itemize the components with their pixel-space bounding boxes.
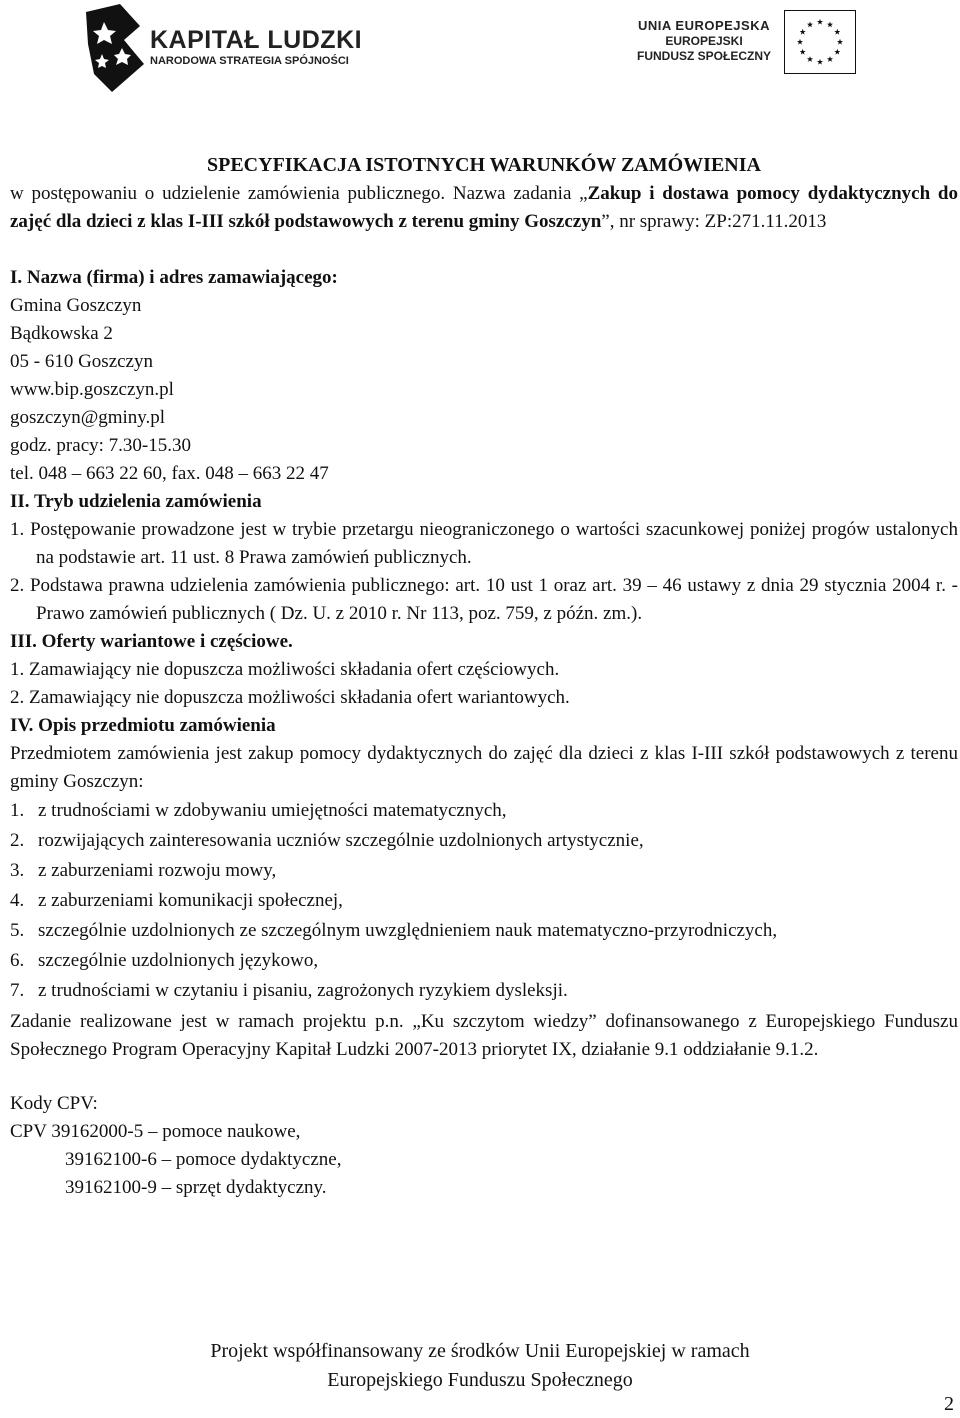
footer-line-1: Projekt współfinansowany ze środków Unii Europejskiej w ramach (210, 1340, 750, 1362)
list-text: rozwijających zainteresowania uczniów szczególnie uzdolnionych artystycznie, (38, 830, 644, 851)
kapital-ludzki-subtitle: NARODOWA STRATEGIA SPÓJNOŚCI (150, 55, 349, 67)
eu-logo-line3: FUNDUSZ SPOŁECZNY (636, 49, 771, 63)
footer-line-2: Europejskiego Funduszu Społecznego (327, 1369, 633, 1391)
address-line: tel. 048 – 663 22 60, fax. 048 – 663 22 47 (10, 463, 329, 484)
section-4-heading: IV. Opis przedmiotu zamówienia (10, 715, 276, 736)
intro-paragraph (10, 180, 958, 236)
section-4-intro: Przedmiotem zamówienia jest zakup pomocy dydaktycznych do zajęć dla dzieci z klas I-III szkół podstawowych z terenu gminy Goszczyn: (10, 743, 958, 792)
section-2-item: 2. Podstawa prawna udzielenia zamówienia publicznego: art. 10 ust 1 oraz art. 39 – 46 ustawy z dnia 29 stycznia 2004 r. - Prawo zamówień publicznych ( Dz. U. z 2010 r. Nr 113, poz. 759, z późn. zm.). (10, 575, 958, 624)
address-line: godz. pracy: 7.30-15.30 (10, 435, 191, 456)
list-number: 6. (10, 950, 25, 971)
list-number: 5. (10, 920, 25, 941)
list-number: 4. (10, 890, 25, 911)
list-text: z trudnościami w czytaniu i pisaniu, zagrożonych ryzykiem dysleksji. (38, 980, 568, 1001)
list-text: szczególnie uzdolnionych językowo, (38, 950, 319, 971)
list-item (10, 946, 958, 976)
list-number: 7. (10, 980, 25, 1001)
cpv-line: 39162100-6 – pomoce dydaktyczne, (65, 1149, 342, 1170)
address-line: 05 - 610 Goszczyn (10, 351, 153, 372)
address-line: Bądkowska 2 (10, 323, 113, 344)
list-text: z zaburzeniami komunikacji społecznej, (38, 890, 343, 911)
section-2-item: 1. Postępowanie prowadzone jest w trybie przetargu nieograniczonego o wartości szacunkowej poniżej progów ustalonych na podstawie art. 11 ust. 8 Prawa zamówień publicznych. (10, 519, 958, 568)
project-note: Zadanie realizowane jest w ramach projektu p.n. „Ku szczytom wiedzy” dofinansowanego z Europejskiego Funduszu Społecznego Program Operacyjny Kapitał Ludzki 2007-2013 priorytet IX, działanie 9.1 oddziałanie 9.1.2. (10, 1011, 958, 1060)
section-1-heading: I. Nazwa (firma) i adres zamawiającego: (10, 267, 338, 288)
cpv-line: CPV 39162000-5 – pomoce naukowe, (10, 1121, 301, 1142)
kapital-ludzki-logo-icon (84, 4, 146, 94)
page-footer (0, 1337, 960, 1395)
list-number: 3. (10, 860, 25, 881)
section-2-heading: II. Tryb udzielenia zamówienia (10, 491, 262, 512)
eu-logo-text (630, 18, 778, 64)
list-item (10, 856, 958, 886)
cpv-heading: Kody CPV: (10, 1093, 98, 1114)
eu-logo-line1: UNIA EUROPEJSKA (638, 18, 770, 33)
task-name: Zakup i dostawa pomocy dydaktycznych do zajęć dla dzieci z klas I-III szkół podstawowych z terenu gminy Goszczyn (10, 183, 958, 232)
intro-pre: w postępowaniu o udzielenie zamówienia publicznego. Nazwa zadania „ (10, 183, 588, 204)
list-item (10, 826, 958, 856)
list-item (10, 976, 958, 1006)
subject-list (10, 796, 958, 1006)
list-number: 1. (10, 800, 25, 821)
address-line: www.bip.goszczyn.pl (10, 379, 174, 400)
list-item (10, 796, 958, 826)
address-line: goszczyn@gminy.pl (10, 407, 166, 428)
page-header (0, 0, 960, 140)
list-text: z zaburzeniami rozwoju mowy, (38, 860, 277, 881)
list-number: 2. (10, 830, 25, 851)
section-3-item: 1. Zamawiający nie dopuszcza możliwości składania ofert częściowych. (10, 659, 560, 680)
list-text: szczególnie uzdolnionych ze szczególnym uwzględnieniem nauk matematyczno-przyrodniczych, (38, 920, 778, 941)
list-item (10, 916, 958, 946)
cpv-line: 39162100-9 – sprzęt dydaktyczny. (65, 1177, 327, 1198)
kapital-ludzki-title: KAPITAŁ LUDZKI (150, 26, 363, 54)
list-item (10, 886, 958, 916)
document-body (10, 150, 958, 1202)
document-title: SPECYFIKACJA ISTOTNYCH WARUNKÓW ZAMÓWIENIA (207, 154, 761, 176)
section-3-item: 2. Zamawiający nie dopuszcza możliwości składania ofert wariantowych. (10, 687, 570, 708)
eu-flag-icon (784, 10, 856, 74)
intro-post: ”, nr sprawy: ZP:271.11.2013 (601, 211, 827, 232)
section-3-heading: III. Oferty wariantowe i częściowe. (10, 631, 293, 652)
eu-logo-line2: EUROPEJSKI (665, 34, 743, 48)
page-number: 2 (944, 1393, 954, 1415)
address-line: Gmina Goszczyn (10, 295, 142, 316)
list-text: z trudnościami w zdobywaniu umiejętności matematycznych, (38, 800, 507, 821)
